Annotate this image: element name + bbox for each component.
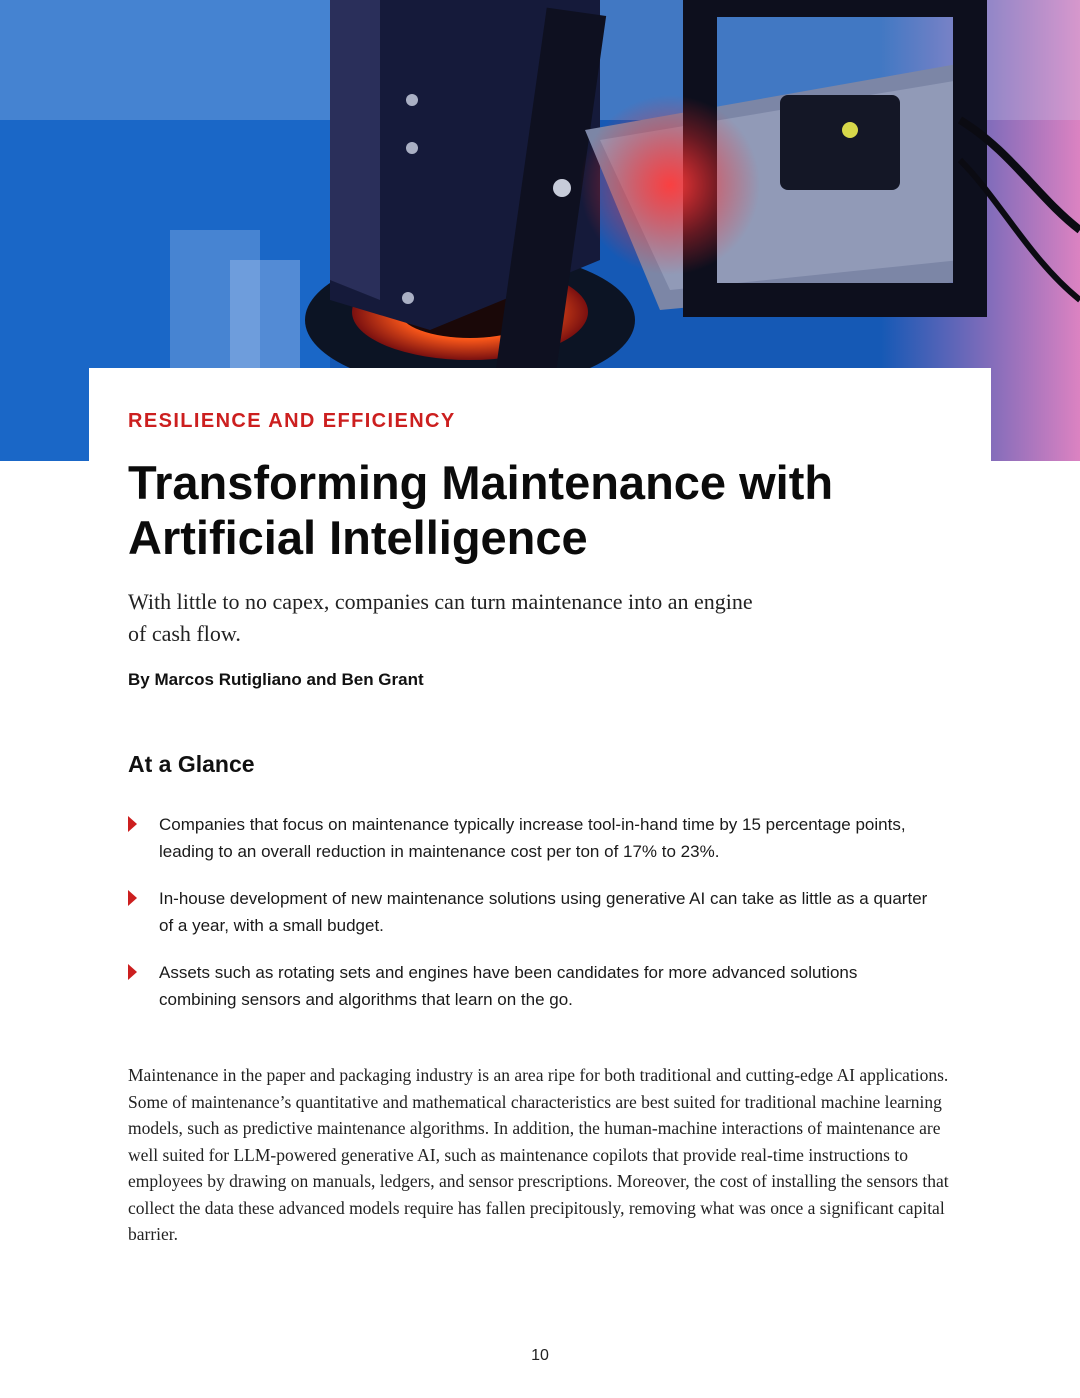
at-a-glance-list [128,812,928,1034]
article-title: Transforming Maintenance with Artificial Intelligence [128,456,834,564]
list-item [128,812,928,865]
page-number: 10 [531,1347,549,1364]
red-triangle-bullet-icon [128,816,137,832]
red-triangle-bullet-icon [128,964,137,980]
list-item [128,960,928,1013]
list-item [128,886,928,939]
article-subtitle: With little to no capex, companies can turn maintenance into an engine of cash flow. [128,589,753,646]
byline: By Marcos Rutigliano and Ben Grant [128,670,424,689]
at-a-glance-heading: At a Glance [128,751,255,777]
bullet-text: Assets such as rotating sets and engines have been candidates for more advanced solutions combining sensors and algorithms that learn on the go. [159,963,858,1009]
bullet-text: In-house development of new maintenance solutions using generative AI can take as little as a quarter of a year, with a small budget. [159,889,928,935]
red-triangle-bullet-icon [128,890,137,906]
body-paragraph: Maintenance in the paper and packaging industry is an area ripe for both traditional and cutting-edge AI applications. Some of maintenance’s quantitative and mathematical characteristics are best suited for traditional machine learning models, such as predictive maintenance algorithms. In addition, the human-machine interactions of maintenance are well suited for LLM-powered generative AI, such as maintenance copilots that provide real-time instructions to employees by drawing on manuals, ledgers, and sensor prescriptions. Moreover, the cost of installing the sensors that collect the data these advanced models require has fallen precipitously, removing what was once a significant capital barrier. [128,1065,949,1244]
bullet-text: Companies that focus on maintenance typically increase tool-in-hand time by 15 percentage points, leading to an overall reduction in maintenance cost per ton of 17% to 23%. [159,815,906,861]
section-kicker: RESILIENCE AND EFFICIENCY [128,410,456,432]
